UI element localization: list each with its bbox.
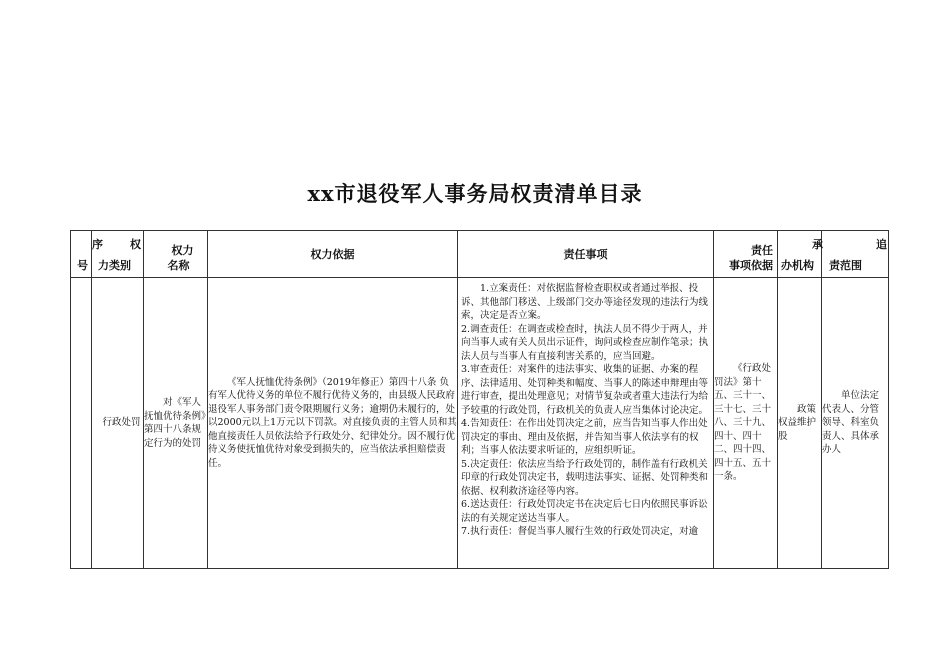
header-basis: 权力依据 <box>208 231 458 278</box>
header-name-bottom: 名称 <box>167 259 190 272</box>
header-dept-top: 承 <box>812 238 823 251</box>
row-category: 行政处罚 <box>92 278 144 569</box>
header-dept-bottom: 办机构 <box>781 259 814 272</box>
responsibility-table <box>70 230 889 569</box>
row-department: 政策权益维护股 <box>778 278 822 569</box>
row-power-name: 对《军人抚恤优待条例》第四十八条规定行为的处罚 <box>144 278 208 569</box>
header-name-top: 权力 <box>171 244 194 257</box>
header-accountability-top: 追 <box>876 238 887 251</box>
responsibility-item: 3.审查责任：对案件的违法事实、收集的证据、办案的程序、法律适用、处罚种类和幅度、当事人的陈述申辩理由等进行审查，提出处理意见；对情节复杂或者重大违法行为给予较重的行政处罚，行政机关的负责人应当集体讨论决定。 <box>461 364 709 416</box>
header-resp-basis-top: 责任 <box>751 244 773 257</box>
row-accountability: 单位法定代表人、分管领导、科室负责人、具体承办人 <box>822 278 889 569</box>
header-seq-top: 序 <box>92 238 103 251</box>
table-header-row <box>71 231 889 278</box>
header-resp-basis <box>714 231 778 278</box>
header-category-top: 权 <box>130 238 141 251</box>
responsibility-item: 6.送达责任：行政处罚决定书在决定后七日内依照民事诉讼法的有关规定送达当事人。 <box>461 499 708 524</box>
header-accountability <box>822 231 889 278</box>
row-basis <box>208 278 458 569</box>
responsibility-list <box>458 278 713 539</box>
header-seq <box>71 231 103 278</box>
header-category <box>92 231 144 278</box>
row-seq <box>71 278 92 569</box>
header-responsibilities: 责任事项 <box>458 231 714 278</box>
responsibility-item: 2.调查责任：在调查或检查时，执法人员不得少于两人，并向当事人或有关人员出示证件，询问或检查应制作笔录；执法人员与当事人有直接利害关系的，应当回避。 <box>461 323 709 362</box>
header-category-bottom: 力类别 <box>98 259 131 272</box>
header-name <box>144 231 208 278</box>
header-accountability-bottom: 责范围 <box>829 259 862 272</box>
header-dept <box>778 231 822 278</box>
responsibility-item: 1.立案责任：对依据监督检查职权或者通过举报、投诉、其他部门移送、上级部门交办等途径发现的违法行为线索，决定是否立案。 <box>461 283 709 321</box>
row-basis-text: 《军人抚恤优待条例》（2019年修正）第四十八条 负有军人优待义务的单位不履行优待义务的，由县级人民政府退役军人事务部门责令限期履行义务；逾期仍未履行的，处以2000元以上1万元以下罚款。对直接负责的主管人员和其他直接责任人员依法给予行政处分、纪律处分。因不履行优待义务使抚恤优待对象受到损失的，应当依法承担赔偿责任。 <box>208 376 457 469</box>
row-resp-basis: 《行政处罚法》第十五、三十一、三十七、三十八、三十九、四十、四十二、四十四、四十五、五十一条。 <box>714 278 778 569</box>
header-resp-basis-bottom: 事项依据 <box>729 259 773 272</box>
responsibility-item: 5.决定责任：依法应当给予行政处罚的，制作盖有行政机关印章的行政处罚决定书，载明违法事实、证据、处罚种类和依据、权利救济途径等内容。 <box>461 458 709 497</box>
table-row <box>71 278 889 569</box>
responsibility-item: 4.告知责任：在作出处罚决定之前，应当告知当事人作出处罚决定的事由、理由及依据，并告知当事人依法享有的权利；当事人依法要求听证的，应组织听证。 <box>461 418 708 456</box>
row-responsibilities <box>458 278 714 569</box>
responsibility-item: 7.执行责任：督促当事人履行生效的行政处罚决定，对逾 <box>461 526 699 537</box>
header-seq-bottom: 号 <box>77 259 88 272</box>
document-title: xx市退役军人事务局权责清单目录 <box>307 181 643 206</box>
